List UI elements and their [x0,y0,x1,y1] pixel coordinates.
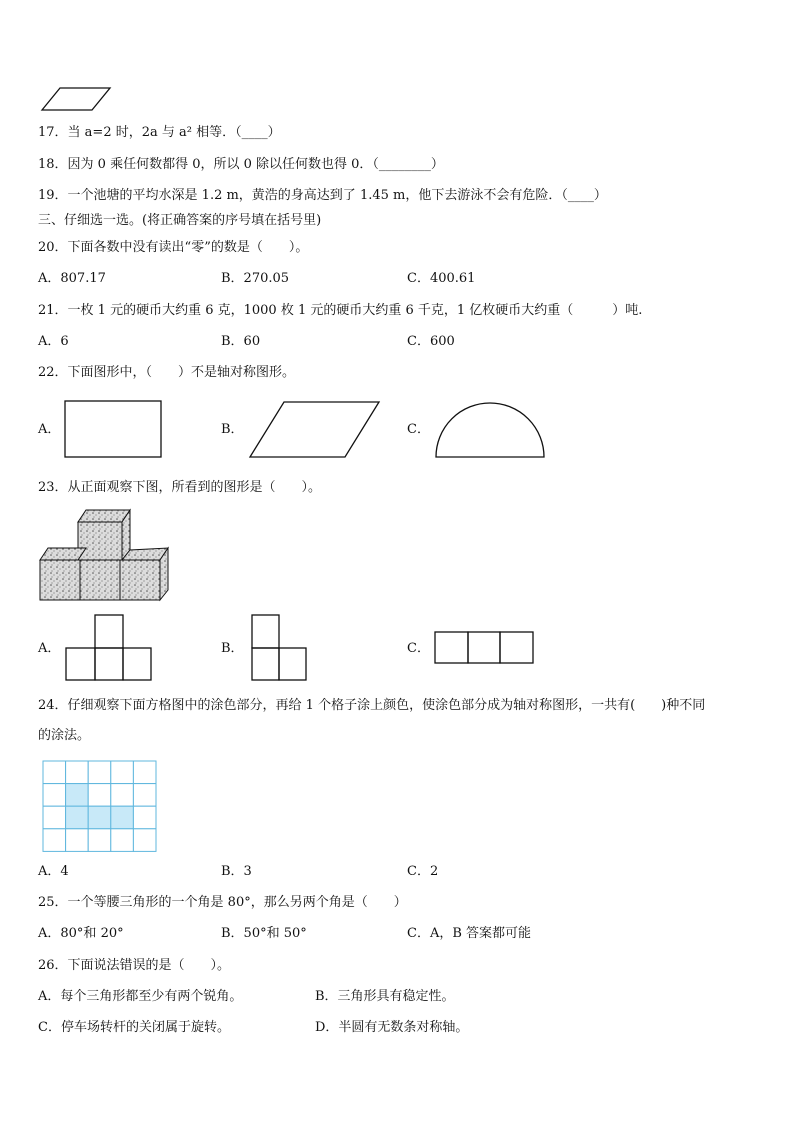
q24-option-b: B．3 [221,864,252,879]
q26-option-a: A．每个三角形都至少有两个锐角。 [38,989,243,1004]
grid-cell [43,806,66,829]
q21-option-b: B．60 [221,334,261,349]
question-22: 22．下面图形中，（ ）不是轴对称图形。 [38,365,296,380]
parallelogram-figure [248,400,382,460]
cube-stack-figure [38,506,172,604]
grid-cell [66,829,89,852]
q26-option-b: B．三角形具有稳定性。 [315,989,455,1004]
question-19: 19．一个池塘的平均水深是 1.2 m，黄浩的身高达到了 1.45 m，他下去游泳不会有危险．（____） [38,188,607,203]
parallelogram-figure-top [40,86,112,112]
question-18: 18．因为 0 乘任何数都得 0，所以 0 除以任何数也得 0．（________） [38,157,444,172]
grid-cell [88,829,111,852]
grid-cell [88,784,111,807]
view-option-a-figure [64,614,154,682]
view-option-c-figure [434,630,536,666]
question-24-continued: 的涂法。 [38,728,91,743]
question-21: 21．一枚 1 元的硬币大约重 6 克，1000 枚 1 元的硬币大约重 6 千克，1 亿枚硬币大约重（ ）吨. [38,303,643,318]
q23-label-c: C． [407,641,430,656]
q23-label-a: A． [38,641,61,656]
question-23: 23．从正面观察下图，所看到的图形是（ ）。 [38,480,322,495]
q21-option-c: C．600 [407,334,455,349]
grid-cell [111,761,134,784]
q22-label-c: C． [407,422,430,437]
q25-option-c: C．A，B 答案都可能 [407,926,532,941]
q20-option-b: B．270.05 [221,271,290,286]
grid-cell-shaded [88,806,111,829]
semicircle-figure [434,400,546,460]
grid-cell [43,761,66,784]
q23-label-b: B． [221,641,244,656]
grid-cell [111,784,134,807]
question-26: 26．下面说法错误的是（ ）。 [38,958,231,973]
grid-cell [111,829,134,852]
view-option-b-figure [250,614,310,682]
question-24: 24．仔细观察下面方格图中的涂色部分，再给 1 个格子涂上颜色，使涂色部分成为轴对称图形，一共有( )种不同 [38,698,706,713]
q21-option-a: A．6 [38,334,69,349]
q20-option-a: A．807.17 [38,271,106,286]
question-25: 25．一个等腰三角形的一个角是 80°，那么另两个角是（ ） [38,895,407,910]
q26-option-d: D．半圆有无数条对称轴。 [315,1020,469,1035]
grid-cell [88,761,111,784]
shaded-grid-figure [42,760,158,854]
q26-option-c: C．停车场转杆的关闭属于旋转。 [38,1020,230,1035]
grid-cell [43,784,66,807]
q24-option-a: A．4 [38,864,69,879]
grid-cell-shaded [66,784,89,807]
q20-option-c: C．400.61 [407,271,476,286]
q24-option-c: C．2 [407,864,439,879]
rectangle-figure [64,400,164,460]
question-17: 17．当 a=2 时，2a 与 a² 相等．（____） [38,125,281,140]
q22-label-a: A． [38,422,61,437]
grid-cell [133,784,156,807]
question-20: 20．下面各数中没有读出“零”的数是（ ）。 [38,240,309,255]
q22-label-b: B． [221,422,244,437]
grid-cell [66,761,89,784]
grid-cell-shaded [111,806,134,829]
grid-cell [133,761,156,784]
grid-cell-shaded [66,806,89,829]
grid-cell [133,829,156,852]
q25-option-a: A．80°和 20° [38,926,124,941]
grid-cell [43,829,66,852]
section-3-heading: 三、仔细选一选。(将正确答案的序号填在括号里) [38,213,322,228]
grid-cell [133,806,156,829]
q25-option-b: B．50°和 50° [221,926,307,941]
